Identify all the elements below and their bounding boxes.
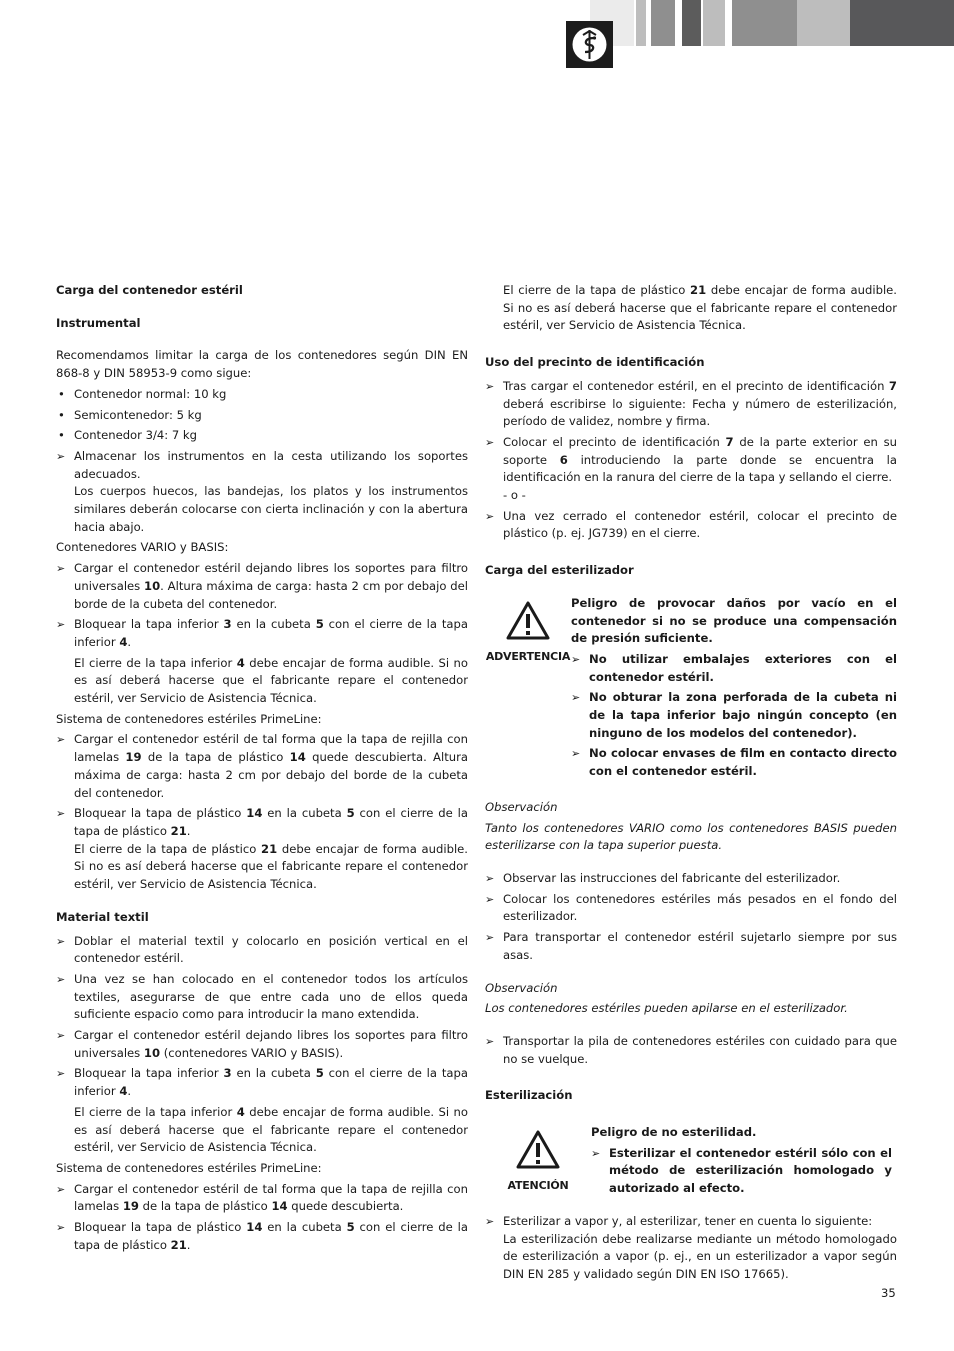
- caution-title: Peligro de no esterilidad.: [591, 1125, 757, 1140]
- note-paragraph: El cierre de la tapa de plástico 21 debe encajar de forma audible. Si no es así deberá hacerse que el fabricante repare el contenedor estéril, ver Servicio de Asistencia Técnica.: [74, 841, 468, 892]
- header-bar: [682, 0, 701, 46]
- section-heading: Carga del contenedor estéril: [56, 283, 243, 297]
- arrow-icon: ➢: [56, 807, 66, 821]
- instruction-item: ➢ Tras cargar el contenedor estéril, en el precinto de identificación 7 deberá escribirse lo siguiente: Fecha y número de esterilización, período de validez, nombre y firma.: [485, 378, 897, 429]
- header-bar: [636, 0, 646, 46]
- header-bar: [850, 0, 954, 46]
- bullet-list: [56, 386, 468, 445]
- instruction-item: ➢ Bloquear la tapa de plástico 14 en la cubeta 5 con el cierre de la tapa de plástico 21.: [56, 806, 468, 838]
- arrow-icon: ➢: [56, 562, 66, 576]
- warning-triangle-icon: [505, 600, 551, 642]
- observation-text: Los contenedores estériles pueden apilarse en el esterilizador.: [485, 1001, 848, 1016]
- header-bar: [703, 0, 725, 46]
- instruction-item: ➢ Cargar el contenedor estéril de tal forma que la tapa de rejilla con lamelas 19 de la tapa de plástico 14 quede descubierta. Altura máxima de carga: hasta 2 cm por debajo del borde de la cubeta del contenedor.: [56, 732, 468, 800]
- arrow-icon: ➢: [591, 1146, 601, 1160]
- arrow-icon: ➢: [485, 379, 495, 393]
- instruction-item: ➢ Esterilizar a vapor y, al esterilizar, tener en cuenta lo siguiente:: [485, 1213, 897, 1231]
- instruction-item: ➢ Cargar el contenedor estéril dejando libres los soportes para filtro universales 10. Altura máxima de carga: hasta 2 cm por debajo del borde de la cubeta del contenedor.: [56, 561, 468, 611]
- instruction-item: ➢ Cargar el contenedor estéril dejando libres los soportes para filtro universales 10 (contenedores VARIO y BASIS).: [56, 1028, 468, 1060]
- note-paragraph: El cierre de la tapa de plástico 21 debe encajar de forma audible. Si no es así deberá hacerse que el fabricante repare el contenedor estéril, ver Servicio de Asistencia Técnica.: [503, 283, 897, 333]
- page-number: 35: [881, 1286, 896, 1300]
- arrow-icon: ➢: [56, 449, 66, 463]
- arrow-icon: ➢: [485, 871, 495, 885]
- instruction-item: ➢ Cargar el contenedor estéril de tal forma que la tapa de rejilla con lamelas 19 de la tapa de plástico 14 quede descubierta.: [56, 1181, 468, 1214]
- instruction-item: ➢ Bloquear la tapa inferior 3 en la cubeta 5 con el cierre de la tapa inferior 4.: [56, 617, 468, 649]
- observation-label: Observación: [485, 980, 558, 995]
- warning-icon-block: [485, 595, 571, 665]
- warning-triangle-icon: [515, 1129, 561, 1171]
- instruction-item: ➢ Una vez cerrado el contenedor estéril, colocar el precinto de plástico (p. ej. JG739) en el cierre.: [485, 508, 897, 541]
- note-paragraph: El cierre de la tapa inferior 4 debe encajar de forma audible. Si no es así deberá hacerse que el fabricante repare el contenedor estéril, ver Servicio de Asistencia Técnica.: [74, 655, 468, 706]
- instruction-item: ➢ Bloquear la tapa inferior 3 en la cubeta 5 con el cierre de la tapa inferior 4.: [56, 1066, 468, 1099]
- caution-box: [485, 1124, 897, 1198]
- warning-item: ➢ No utilizar embalajes exteriores con el contenedor estéril.: [571, 651, 897, 684]
- header-bars: [0, 0, 954, 46]
- list-item: • Contenedor 3/4: 7 kg: [56, 427, 468, 445]
- list-item: • Contenedor normal: 10 kg: [56, 386, 468, 404]
- warning-item: ➢ No colocar envases de film en contacto directo con el contenedor estéril.: [571, 746, 897, 779]
- arrow-icon: ➢: [56, 972, 66, 986]
- list-item: • Semicontenedor: 5 kg: [56, 407, 468, 425]
- left-column: [56, 282, 468, 1254]
- arrow-icon: ➢: [56, 1182, 66, 1196]
- paragraph: Recomendamos limitar la carga de los contenedores según DIN EN 868-8 y DIN 58953-9 como sigue:: [56, 348, 468, 381]
- caution-content: [591, 1124, 892, 1198]
- instruction-item: ➢ Una vez se han colocado en el contenedor todos los artículos textiles, asegurarse de que entre cada uno de ellos queda suficiente espacio como para introducir la mano extendida.: [56, 971, 468, 1022]
- paragraph: Contenedores VARIO y BASIS:: [56, 540, 229, 555]
- arrow-icon: ➢: [56, 618, 66, 632]
- arrow-icon: ➢: [571, 652, 581, 666]
- caution-item: ➢ Esterilizar el contenedor estéril sólo con el método de esterilización homologado y autorizado al efecto.: [591, 1145, 892, 1196]
- bullet-icon: •: [58, 386, 65, 401]
- bullet-icon: •: [58, 407, 65, 422]
- arrow-icon: ➢: [56, 934, 66, 948]
- section-heading: Carga del esterilizador: [485, 563, 634, 578]
- instruction-item: ➢ Colocar el precinto de identificación 7 de la parte exterior en su soporte 6 introduciendo la parte donde se encuentra la identificación en la ranura del cierre de la tapa y sellando el cierre.: [485, 434, 897, 485]
- observation-label: Observación: [485, 799, 558, 814]
- instruction-item: ➢ Observar las instrucciones del fabricante del esterilizador.: [485, 870, 897, 888]
- warning-title: Peligro de provocar daños por vacío en el contenedor si no se produce una compensación de presión suficiente.: [571, 595, 897, 646]
- warning-item: ➢ No obturar la zona perforada de la cubeta ni de la tapa inferior bajo ningún concepto (en ninguno de los modelos del contenedor).: [571, 690, 897, 740]
- bullet-icon: •: [58, 428, 65, 443]
- subsection-heading: Material textil: [56, 909, 149, 924]
- arrow-icon: ➢: [56, 1067, 66, 1081]
- warning-content: [571, 595, 897, 781]
- caution-label: ATENCIÓN: [507, 1178, 569, 1192]
- observation-text: Tanto los contenedores VARIO como los contenedores BASIS pueden esterilizarse con la tapa superior puesta.: [485, 820, 897, 853]
- arrow-icon: ➢: [485, 1034, 495, 1048]
- header-bar: [732, 0, 797, 46]
- instruction-item: ➢ Colocar los contenedores estériles más pesados en el fondo del esterilizador.: [485, 891, 897, 924]
- section-heading: Uso del precinto de identificación: [485, 355, 705, 370]
- instruction-item: ➢ Almacenar los instrumentos en la cesta utilizando los soportes adecuados.: [56, 448, 468, 481]
- arrow-icon: ➢: [571, 747, 581, 761]
- header-bar: [797, 0, 850, 46]
- warning-label: ADVERTENCIA: [485, 649, 571, 663]
- instruction-item: ➢ Bloquear la tapa de plástico 14 en la cubeta 5 con el cierre de la tapa de plástico 21.: [56, 1220, 468, 1252]
- note-paragraph: Los cuerpos huecos, las bandejas, los platos y los instrumentos similares deberán colocarse con cierta inclinación y con la abertura hacia abajo.: [74, 484, 468, 534]
- arrow-icon: ➢: [56, 1221, 66, 1235]
- instruction-item: ➢ Doblar el material textil y colocarlo en posición vertical en el contenedor estéril.: [56, 933, 468, 966]
- note-paragraph: La esterilización debe realizarse mediante un método homologado de esterilización a vapor (p. ej., en un esterilizador a vapor según DIN EN 285 y validado según DIN EN ISO 17665).: [503, 1231, 897, 1281]
- or-separator: - o -: [503, 488, 526, 503]
- subsection-heading: Instrumental: [56, 315, 141, 330]
- arrow-icon: ➢: [56, 733, 66, 747]
- paragraph: Sistema de contenedores estériles PrimeLine:: [56, 711, 322, 726]
- arrow-icon: ➢: [485, 931, 495, 945]
- arrow-icon: ➢: [56, 1029, 66, 1043]
- section-heading: Esterilización: [485, 1088, 573, 1103]
- caduceus-icon: [566, 21, 613, 68]
- arrow-icon: ➢: [485, 1214, 495, 1228]
- header-bar: [651, 0, 675, 46]
- note-paragraph: El cierre de la tapa inferior 4 debe encajar de forma audible. Si no es así deberá hacerse que el fabricante repare el contenedor estéril, ver Servicio de Asistencia Técnica.: [74, 1104, 468, 1155]
- caution-icon-block: [485, 1124, 591, 1194]
- instruction-item: ➢ Para transportar el contenedor estéril sujetarlo siempre por sus asas.: [485, 930, 897, 962]
- right-column: [485, 282, 897, 1284]
- warning-box: [485, 595, 897, 781]
- arrow-icon: ➢: [485, 509, 495, 523]
- arrow-icon: ➢: [571, 691, 581, 705]
- arrow-icon: ➢: [485, 892, 495, 906]
- arrow-icon: ➢: [485, 435, 495, 449]
- paragraph: Sistema de contenedores estériles PrimeLine:: [56, 1160, 322, 1175]
- instruction-item: ➢ Transportar la pila de contenedores estériles con cuidado para que no se vuelque.: [485, 1033, 897, 1066]
